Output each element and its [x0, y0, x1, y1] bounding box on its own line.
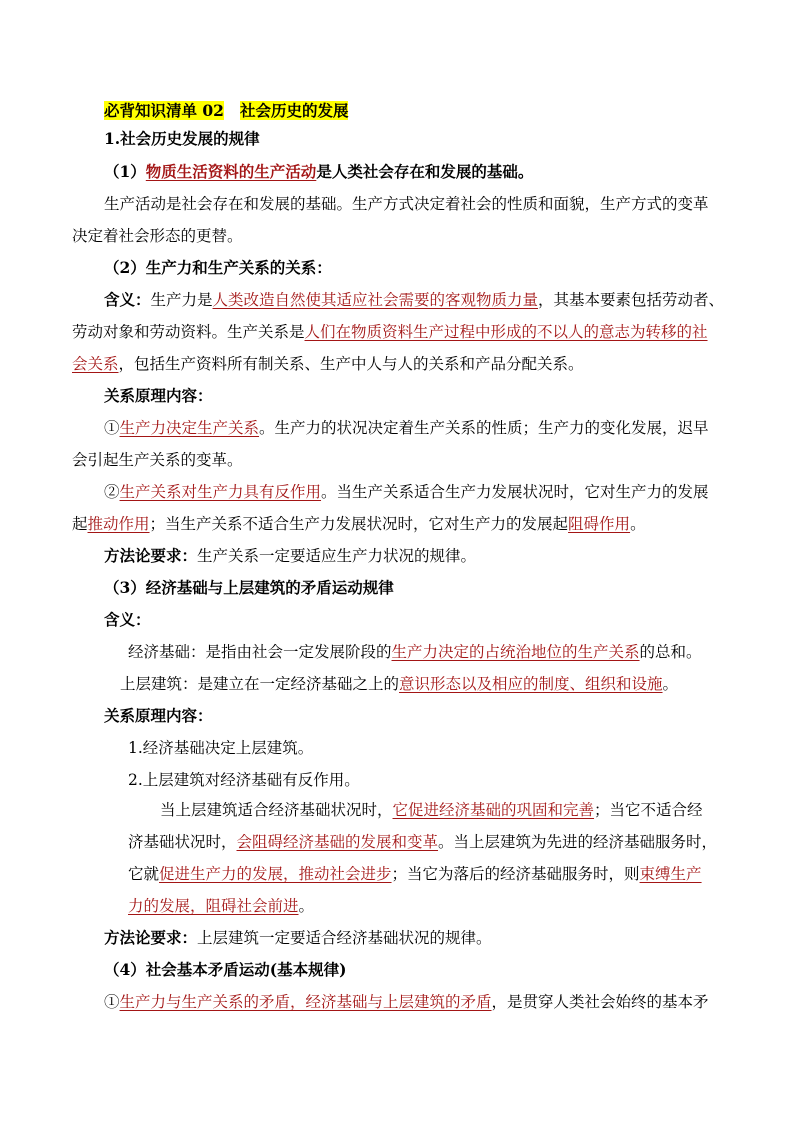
- list-item: 2.上层建筑对经济基础有反作用。: [128, 771, 360, 789]
- key-term: 人们在物质资料生产过程中形成的不以人的意志为转移的社: [304, 323, 708, 341]
- key-term: 阻碍作用: [568, 515, 631, 533]
- subheading-2: （2）生产力和生产关系的关系：: [104, 258, 332, 277]
- key-term: 生产力决定的占统治地位的生产关系: [391, 643, 640, 661]
- subheading-3: （3）经济基础与上层建筑的矛盾运动规律: [104, 578, 394, 597]
- key-term: 生产关系对生产力具有反作用: [119, 483, 322, 501]
- relation-heading: 关系原理内容：: [104, 386, 213, 405]
- key-term: 力的发展，阻碍社会前进: [128, 897, 299, 915]
- key-term: 束缚生产: [639, 865, 702, 883]
- paragraph-line: 起推动作用；当生产关系不适合生产力发展状况时，它对生产力的发展起阻碍作用。: [72, 515, 646, 533]
- key-term: 它促进经济基础的巩固和完善: [392, 801, 595, 819]
- title-text: 社会历史的发展: [239, 101, 349, 120]
- paragraph-line: ②生产关系对生产力具有反作用。当生产关系适合生产力发展状况时，它对生产力的发展: [104, 483, 709, 501]
- paragraph-line: 当上层建筑适合经济基础状况时，它促进经济基础的巩固和完善；当它不适合经: [160, 801, 703, 819]
- paragraph-line: ①生产力与生产关系的矛盾，经济基础与上层建筑的矛盾，是贯穿人类社会始终的基本矛: [104, 993, 709, 1011]
- paragraph-line: ①生产力决定生产关系。生产力的状况决定着生产关系的性质；生产力的变化发展，迟早: [104, 419, 709, 437]
- subheading-4: （4）社会基本矛盾运动(基本规律): [104, 960, 347, 979]
- key-term: 会关系: [72, 355, 119, 373]
- subheading-1: （1）物质生活资料的生产活动是人类社会存在和发展的基础。: [104, 162, 534, 181]
- definition-heading: 含义：: [104, 610, 151, 629]
- paragraph-line: 济基础状况时，会阻碍经济基础的发展和变革。当上层建筑为先进的经济基础服务时，: [128, 833, 718, 851]
- paragraph-line: 生产活动是社会存在和发展的基础。生产方式决定着社会的性质和面貌，生产方式的变革: [104, 195, 709, 213]
- key-term: 生产力决定生产关系: [119, 419, 260, 437]
- key-term: 意识形态以及相应的制度、组织和设施: [399, 675, 663, 693]
- key-term: 会阻碍经济基础的发展和变革: [236, 833, 439, 851]
- methodology-line: 方法论要求：上层建筑一定要适合经济基础状况的规律。: [104, 928, 492, 947]
- key-term: 生产力与生产关系的矛盾，经济基础与上层建筑的矛盾: [119, 993, 492, 1011]
- paragraph-line: 会关系，包括生产资料所有制关系、生产中人与人的关系和产品分配关系。: [72, 355, 584, 373]
- key-term: 物质生活资料的生产活动: [145, 162, 317, 181]
- paragraph-line: 经济基础：是指由社会一定发展阶段的生产力决定的占统治地位的生产关系的总和。: [128, 643, 702, 661]
- title-label: 必背知识清单 02: [104, 101, 224, 120]
- paragraph-line: 上层建筑：是建立在一定经济基础之上的意识形态以及相应的制度、组织和设施。: [120, 675, 679, 693]
- list-item: 1.经济基础决定上层建筑。: [128, 739, 314, 757]
- paragraph-line: 劳动对象和劳动资料。生产关系是人们在物质资料生产过程中形成的不以人的意志为转移的社: [72, 323, 708, 341]
- paragraph-line: 决定着社会形态的更替。: [72, 227, 243, 245]
- key-term: 推动作用: [87, 515, 150, 533]
- paragraph-line: 力的发展，阻碍社会前进。: [128, 897, 315, 915]
- paragraph-line: 会引起生产关系的变革。: [72, 451, 243, 469]
- paragraph-line: 它就促进生产力的发展，推动社会进步；当它为落后的经济基础服务时，则束缚生产: [128, 865, 702, 883]
- key-term: 促进生产力的发展，推动社会进步: [159, 865, 392, 883]
- key-term: 人类改造自然使其适应社会需要的客观物质力量: [212, 291, 539, 309]
- relation-heading: 关系原理内容：: [104, 706, 213, 725]
- paragraph-line: 含义：生产力是人类改造自然使其适应社会需要的客观物质力量，其基本要素包括劳动者、: [104, 290, 725, 309]
- section-heading: 1.社会历史发展的规律: [104, 129, 260, 148]
- page-title: [104, 101, 348, 121]
- methodology-line: 方法论要求：生产关系一定要适应生产力状况的规律。: [104, 546, 477, 565]
